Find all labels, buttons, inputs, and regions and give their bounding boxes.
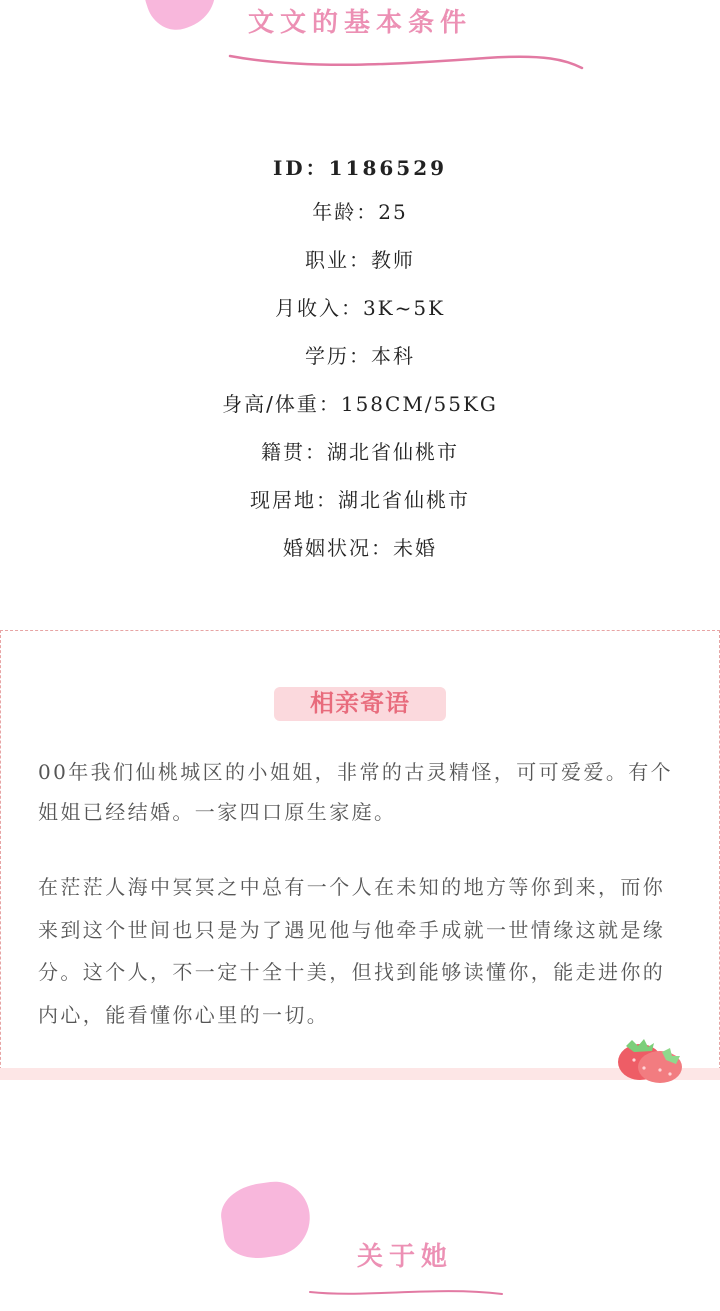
profile-income: 月收入：3K~5K	[274, 296, 446, 320]
profile-native-place: 籍贯：湖北省仙桃市	[261, 440, 459, 464]
profile-id: ID：1186529	[272, 156, 448, 180]
about-underline	[306, 1282, 506, 1302]
section-title-about-her: 关于她	[356, 1242, 453, 1272]
profile-height-weight: 身高/体重：158CM/55KG	[222, 392, 498, 416]
title-underline	[226, 50, 586, 74]
section-title-basic-conditions: 文文的基本条件	[247, 8, 472, 38]
message-tag-label: 相亲寄语	[310, 689, 410, 717]
message-paragraph-2: 在茫茫人海中冥冥之中总有一个人在未知的地方等你到来，而你来到这个世间也只是为了遇见他与他牵手成就一世情缘这就是缘分。这个人，不一定十全十美，但找到能够读懂你，能走进你的内心，能看懂你心里的一切。	[38, 875, 666, 1027]
profile-education: 学历：本科	[305, 344, 415, 368]
strawberry-icon	[612, 1034, 686, 1086]
profile-job: 职业：教师	[305, 248, 415, 272]
message-paragraph-1: 00年我们仙桃城区的小姐姐，非常的古灵精怪，可可爱爱。有个姐姐已经结婚。一家四口原生家庭。	[38, 760, 674, 824]
profile-info	[0, 148, 720, 572]
message-tag	[274, 683, 446, 723]
profile-residence: 现居地：湖北省仙桃市	[250, 488, 470, 512]
profile-marital-status: 婚姻状况：未婚	[283, 536, 437, 560]
profile-age: 年龄：25	[312, 200, 408, 224]
